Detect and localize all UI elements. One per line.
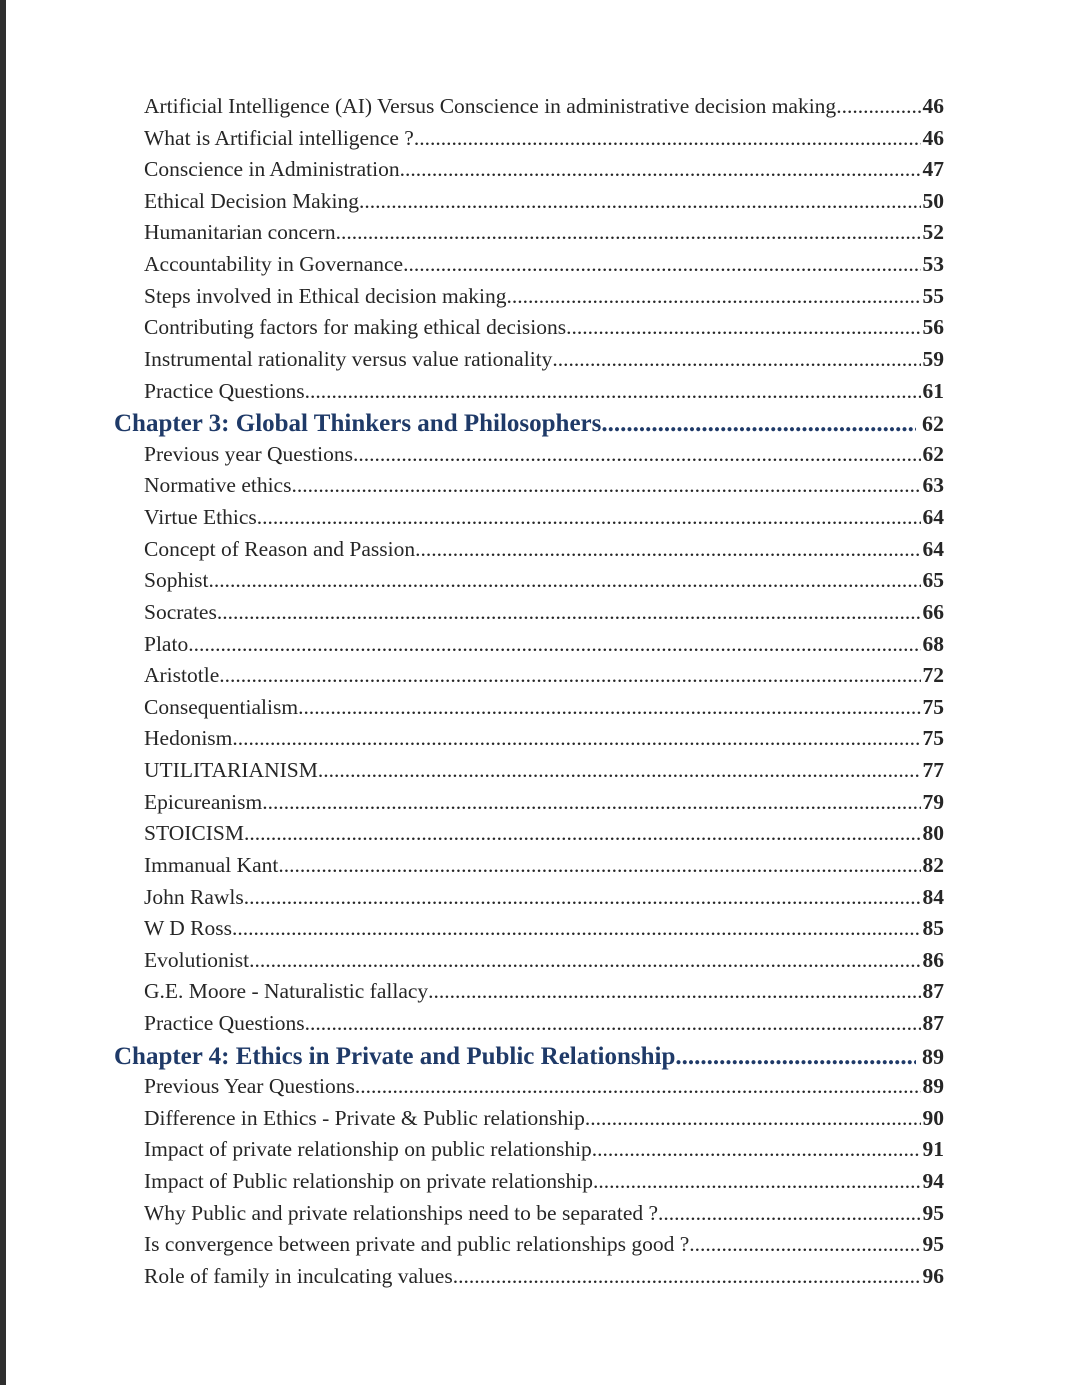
- toc-dot-leader: [291, 473, 920, 498]
- toc-entry-title: Socrates: [144, 599, 217, 624]
- toc-page-number: 77: [922, 758, 944, 783]
- toc-entry-row[interactable]: [0, 885, 944, 917]
- toc-entry-title: Conscience in Administration: [144, 157, 400, 182]
- toc-entry-title: Evolutionist: [144, 947, 250, 972]
- toc-page-number: 89: [922, 1043, 944, 1069]
- toc-dot-leader: [244, 821, 921, 846]
- toc-entry-title: Hedonism: [144, 726, 233, 751]
- toc-dot-leader: [415, 537, 920, 562]
- toc-entry-row[interactable]: [0, 379, 944, 411]
- toc-entry-row[interactable]: [0, 220, 944, 252]
- toc-entry-title: Is convergence between private and public relationships good ?: [144, 1232, 690, 1257]
- toc-page-number: 91: [922, 1137, 944, 1162]
- toc-page-number: 65: [922, 568, 944, 593]
- toc-page-number: 87: [922, 1010, 944, 1035]
- toc-page-number: 94: [922, 1169, 944, 1194]
- toc-dot-leader: [836, 94, 920, 119]
- toc-page-number: 87: [922, 979, 944, 1004]
- toc-entry-row[interactable]: [0, 126, 944, 158]
- toc-entry-title: Role of family in inculcating values: [144, 1263, 453, 1288]
- toc-entry-title: Artificial Intelligence (AI) Versus Conscience in administrative decision making: [144, 94, 837, 118]
- toc-entry-title: Difference in Ethics - Private & Public relationship: [144, 1105, 585, 1130]
- toc-page-number: 86: [922, 947, 944, 972]
- toc-entry-row[interactable]: [0, 347, 944, 379]
- toc-dot-leader: [428, 979, 920, 1004]
- toc-page-number: 68: [922, 631, 944, 656]
- toc-dot-leader: [658, 1201, 920, 1226]
- toc-dot-leader: [506, 284, 920, 309]
- toc-chapter-row[interactable]: [0, 410, 944, 442]
- toc-entry-title: Immanual Kant: [144, 852, 279, 877]
- toc-entry-row[interactable]: [0, 790, 944, 822]
- toc-entry-row[interactable]: [0, 916, 944, 948]
- toc-entry-title: Accountability in Governance: [144, 252, 404, 277]
- toc-entry-row[interactable]: [0, 663, 944, 695]
- toc-entry-title: Virtue Ethics: [144, 505, 257, 530]
- toc-page-number: 96: [922, 1263, 944, 1288]
- toc-entry-title: Contributing factors for making ethical decisions: [144, 315, 567, 340]
- toc-page-number: 64: [922, 536, 944, 561]
- toc-page-number: 56: [922, 315, 944, 340]
- toc-page-number: 59: [922, 346, 944, 371]
- toc-dot-leader: [592, 1137, 921, 1162]
- toc-dot-leader: [593, 1169, 920, 1194]
- toc-entry-title: Ethical Decision Making: [144, 188, 359, 213]
- toc-entry-title: What is Artificial intelligence ?: [144, 125, 414, 150]
- toc-page-number: 47: [922, 157, 944, 182]
- toc-dot-leader: [355, 1074, 921, 1099]
- toc-entry-row[interactable]: [0, 1011, 944, 1043]
- toc-dot-leader: [318, 758, 921, 783]
- toc-chapter-row[interactable]: [0, 1043, 944, 1075]
- toc-dot-leader: [232, 916, 920, 941]
- toc-entry-title: Epicureanism: [144, 789, 263, 814]
- toc-page-number: 90: [922, 1105, 944, 1130]
- toc-dot-leader: [353, 442, 921, 467]
- toc-dot-leader: [453, 1264, 921, 1289]
- toc-page-number: 46: [922, 94, 944, 118]
- toc-dot-leader: [403, 252, 920, 277]
- toc-dot-leader: [414, 126, 921, 151]
- toc-entry-row[interactable]: [0, 821, 944, 853]
- toc-page-number: 62: [922, 411, 944, 437]
- toc-entry-title: Previous Year Questions: [144, 1074, 355, 1099]
- toc-dot-leader: [278, 853, 920, 878]
- toc-dot-leader: [262, 790, 920, 815]
- toc-dot-leader: [244, 885, 921, 910]
- toc-entry-title: Impact of Public relationship on private relationship: [144, 1169, 594, 1194]
- toc-entry-row[interactable]: [0, 94, 944, 126]
- toc-entry-title: Why Public and private relationships need to be separated ?: [144, 1200, 659, 1225]
- toc-page-number: 50: [922, 188, 944, 213]
- toc-entry-row[interactable]: [0, 1264, 944, 1296]
- toc-entry-row[interactable]: [0, 695, 944, 727]
- toc-page-number: 61: [922, 378, 944, 403]
- toc-entry-title: Normative ethics: [144, 473, 292, 498]
- toc-dot-leader: [217, 600, 921, 625]
- toc-dot-leader: [566, 315, 920, 340]
- toc-entry-title: Concept of Reason and Passion: [144, 536, 416, 561]
- toc-entry-title: Instrumental rationality versus value rationality: [144, 346, 553, 371]
- toc-entry-row[interactable]: [0, 1106, 944, 1138]
- toc-entry-row[interactable]: [0, 758, 944, 790]
- toc-entry-row[interactable]: [0, 1137, 944, 1169]
- toc-entry-row[interactable]: [0, 505, 944, 537]
- toc-entry-title: Previous year Questions: [144, 441, 353, 466]
- toc-dot-leader: [400, 157, 921, 182]
- toc-entry-title: John Rawls: [144, 884, 244, 909]
- toc-dot-leader: [298, 695, 920, 720]
- toc-page-number: 95: [922, 1232, 944, 1257]
- toc-page-number: 80: [922, 821, 944, 846]
- toc-entry-title: Consequentialism: [144, 694, 299, 719]
- toc-entry-title: Steps involved in Ethical decision making: [144, 283, 507, 308]
- toc-dot-leader: [585, 1106, 921, 1131]
- toc-page-number: 55: [922, 283, 944, 308]
- toc-dot-leader: [188, 632, 920, 657]
- toc-entry-row[interactable]: [0, 473, 944, 505]
- toc-entry-row[interactable]: [0, 1232, 944, 1264]
- toc-entry-row[interactable]: [0, 315, 944, 347]
- toc-entry-row[interactable]: [0, 252, 944, 284]
- toc-dot-leader: [305, 379, 921, 404]
- toc-entry-title: Plato: [144, 631, 189, 656]
- toc-entry-row[interactable]: [0, 157, 944, 189]
- toc-entry-row[interactable]: [0, 600, 944, 632]
- toc-dot-leader: [552, 347, 920, 372]
- toc-page-number: 52: [922, 220, 944, 245]
- toc-entry-title: Aristotle: [144, 663, 220, 688]
- toc-entry-row[interactable]: [0, 442, 944, 474]
- toc-dot-leader: [219, 663, 920, 688]
- toc-page-number: 82: [922, 852, 944, 877]
- toc-entry-row[interactable]: [0, 284, 944, 316]
- toc-dot-leader: [601, 410, 916, 438]
- toc-entry-title: STOICISM: [144, 821, 244, 846]
- toc-entry-row[interactable]: [0, 1201, 944, 1233]
- toc-entry-row[interactable]: [0, 632, 944, 664]
- toc-page-number: 46: [922, 125, 944, 150]
- toc-entry-row[interactable]: [0, 948, 944, 980]
- toc-page-number: 84: [922, 884, 944, 909]
- toc-entry-row[interactable]: [0, 853, 944, 885]
- toc-entry-row[interactable]: [0, 979, 944, 1011]
- toc-page-number: 63: [922, 473, 944, 498]
- toc-dot-leader: [249, 948, 920, 973]
- toc-entry-row[interactable]: [0, 568, 944, 600]
- toc-page-number: 89: [922, 1074, 944, 1099]
- toc-page-number: 95: [922, 1200, 944, 1225]
- toc-dot-leader: [675, 1043, 916, 1071]
- toc-entry-title: Sophist: [144, 568, 209, 593]
- toc-entry-title: Practice Questions: [144, 1010, 305, 1035]
- toc-dot-leader: [359, 189, 921, 214]
- toc-entry-title: Practice Questions: [144, 378, 305, 403]
- toc-dot-leader: [305, 1011, 921, 1036]
- toc-page-number: 66: [922, 599, 944, 624]
- toc-dot-leader: [689, 1232, 920, 1257]
- toc-page-number: 75: [922, 726, 944, 751]
- toc-page-number: 62: [922, 441, 944, 466]
- toc-entry-row[interactable]: [0, 189, 944, 221]
- toc-entry-title: Impact of private relationship on public relationship: [144, 1137, 592, 1162]
- toc-entry-row[interactable]: [0, 1074, 944, 1106]
- toc-page-number: 53: [922, 252, 944, 277]
- toc-dot-leader: [257, 505, 921, 530]
- toc-dot-leader: [209, 568, 921, 593]
- toc-page-number: 75: [922, 694, 944, 719]
- toc-entry-title: W D Ross: [144, 916, 233, 941]
- toc-entry-row[interactable]: [0, 1169, 944, 1201]
- toc-entry-title: Humanitarian concern: [144, 220, 336, 245]
- toc-dot-leader: [336, 220, 921, 245]
- toc-page-number: 72: [922, 663, 944, 688]
- toc-chapter-title: Chapter 4: Ethics in Private and Public Relationship: [114, 1042, 676, 1070]
- toc-page-number: 79: [922, 789, 944, 814]
- toc-entry-title: UTILITARIANISM: [144, 758, 318, 783]
- toc-page-number: 85: [922, 916, 944, 941]
- toc-dot-leader: [232, 726, 920, 751]
- toc-page-number: 64: [922, 505, 944, 530]
- toc-entry-title: G.E. Moore - Naturalistic fallacy: [144, 979, 429, 1004]
- toc-chapter-title: Chapter 3: Global Thinkers and Philosophers: [114, 410, 602, 438]
- toc-entry-row[interactable]: [0, 726, 944, 758]
- toc-entry-row[interactable]: [0, 537, 944, 569]
